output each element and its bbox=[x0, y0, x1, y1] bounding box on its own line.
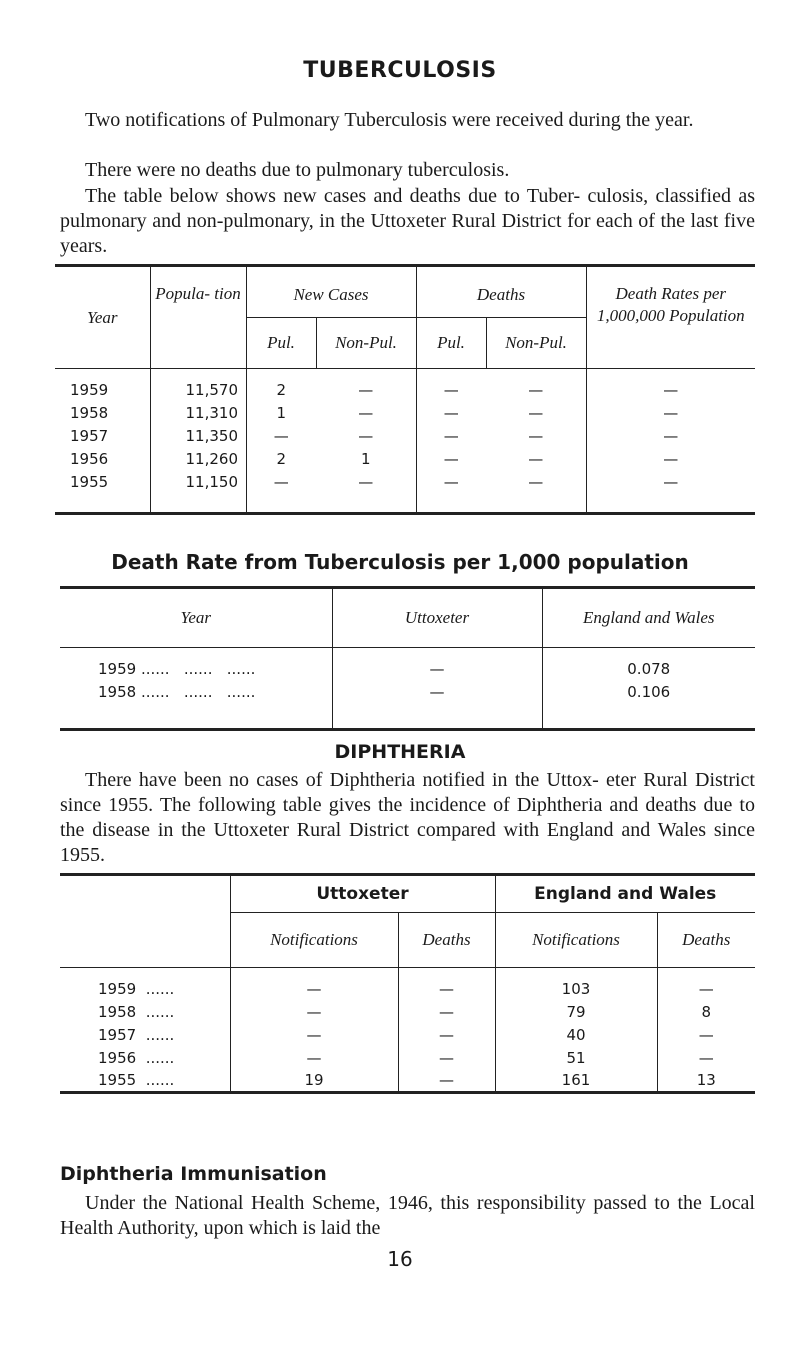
header-death-rates: Death Rates per 1,000,000 Population bbox=[596, 284, 745, 325]
deaths-nonpul-cell: — bbox=[486, 425, 586, 448]
deaths-nonpul-cell: — bbox=[486, 471, 586, 494]
table-row bbox=[55, 379, 755, 402]
header-deaths-pul: Pul. bbox=[416, 318, 486, 369]
table-row bbox=[60, 1047, 755, 1070]
dip-header-england-wales: England and Wales bbox=[495, 875, 755, 913]
year-cell: 1957 bbox=[55, 425, 150, 448]
ew-notifications-cell: 40 bbox=[495, 1024, 657, 1047]
ux-deaths-cell: — bbox=[398, 1070, 495, 1093]
paragraph-no-deaths: There were no deaths due to pulmonary tuberculosis. bbox=[85, 159, 510, 181]
death-rate-cell: — bbox=[663, 427, 679, 445]
new-nonpul-cell: — bbox=[316, 471, 416, 494]
uttoxeter-cell: — bbox=[332, 658, 542, 681]
ux-deaths-cell: — bbox=[398, 1047, 495, 1070]
new-pul-cell: — bbox=[273, 473, 289, 491]
year-cell: 1955 bbox=[55, 471, 150, 494]
dip-header-ew-deaths: Deaths bbox=[682, 930, 731, 949]
deaths-nonpul-cell: — bbox=[486, 402, 586, 425]
header-population: Popula- tion bbox=[150, 266, 246, 369]
population-cell: 11,570 bbox=[150, 379, 246, 402]
new-nonpul-cell: — bbox=[316, 402, 416, 425]
death-rate-cell: — bbox=[663, 450, 679, 468]
ux-deaths-cell: — bbox=[398, 978, 495, 1001]
ux-notifications-cell: — bbox=[230, 978, 398, 1001]
section-title-tuberculosis: TUBERCULOSIS bbox=[303, 58, 497, 83]
death-rate-cell: — bbox=[663, 381, 679, 399]
deaths-pul-cell: — bbox=[443, 450, 459, 468]
new-pul-cell: — bbox=[273, 427, 289, 445]
paragraph-table-intro: The table below shows new cases and deaths due to Tuber- culosis, classified as pulmonary and non-pulmonary, in the Uttoxeter Rural District for each of the last five years. bbox=[60, 185, 755, 257]
paragraph-notifications: Two notifications of Pulmonary Tuberculosis were received during the year. bbox=[85, 109, 694, 131]
header-new-cases: New Cases bbox=[246, 266, 416, 318]
ew-deaths-cell: 8 bbox=[701, 1003, 712, 1021]
table-row bbox=[60, 1070, 755, 1093]
header-new-pul: Pul. bbox=[246, 318, 316, 369]
section-title-diphtheria: DIPHTHERIA bbox=[334, 741, 466, 763]
table-row bbox=[55, 448, 755, 471]
ew-deaths-cell: 13 bbox=[657, 1070, 755, 1093]
new-nonpul-cell: — bbox=[316, 425, 416, 448]
year-cell: 1957 ...... bbox=[60, 1024, 230, 1047]
table-row bbox=[60, 658, 755, 681]
ew-deaths-cell: — bbox=[698, 1049, 714, 1067]
population-cell: 11,350 bbox=[150, 425, 246, 448]
paragraph-diphtheria: There have been no cases of Diphtheria notified in the Uttox- eter Rural District since 1955. The following table gives the incidence of Diphtheria and deaths due to the disease in the Uttoxeter Rural District compared with England and Wales since 1955. bbox=[60, 769, 755, 866]
population-cell: 11,260 bbox=[150, 448, 246, 471]
ux-deaths-cell: — bbox=[398, 1024, 495, 1047]
ux-notifications-cell: — bbox=[230, 1001, 398, 1024]
immunisation-title: Diphtheria Immunisation bbox=[60, 1163, 327, 1185]
header-new-nonpul: Non-Pul. bbox=[316, 318, 416, 369]
death-rate-title: Death Rate from Tuberculosis per 1,000 population bbox=[111, 550, 689, 574]
ew-deaths-cell: — bbox=[698, 1026, 714, 1044]
diphtheria-table bbox=[60, 873, 755, 1094]
year-cell: 1955 ...... bbox=[60, 1070, 230, 1093]
new-pul-cell: 1 bbox=[276, 404, 287, 422]
dip-header-ux-notifications: Notifications bbox=[230, 913, 398, 968]
ew-notifications-cell: 103 bbox=[495, 978, 657, 1001]
header-deaths-nonpul: Non-Pul. bbox=[486, 318, 586, 369]
year-cell: 1956 bbox=[55, 448, 150, 471]
ux-notifications-cell: — bbox=[230, 1024, 398, 1047]
deaths-pul-cell: — bbox=[443, 404, 459, 422]
table-row bbox=[55, 402, 755, 425]
dip-header-ew-notifications: Notifications bbox=[495, 913, 657, 968]
dr-header-uttoxeter: Uttoxeter bbox=[332, 588, 542, 648]
deaths-pul-cell: — bbox=[443, 473, 459, 491]
population-cell: 11,150 bbox=[150, 471, 246, 494]
deaths-pul-cell: — bbox=[443, 381, 459, 399]
new-nonpul-cell: 1 bbox=[316, 448, 416, 471]
year-cell: 1959 ...... ...... ...... bbox=[60, 658, 332, 681]
header-year: Year bbox=[55, 266, 150, 369]
header-deaths: Deaths bbox=[416, 266, 586, 318]
year-cell: 1956 ...... bbox=[60, 1047, 230, 1070]
new-pul-cell: 2 bbox=[276, 381, 287, 399]
year-cell: 1959 ...... bbox=[60, 978, 230, 1001]
year-cell: 1958 ...... ...... ...... bbox=[60, 681, 332, 704]
deaths-nonpul-cell: — bbox=[486, 448, 586, 471]
ew-notifications-cell: 161 bbox=[495, 1070, 657, 1093]
table-row bbox=[55, 471, 755, 494]
dr-header-year: Year bbox=[60, 588, 332, 648]
table-row bbox=[60, 681, 755, 704]
year-cell: 1958 bbox=[55, 402, 150, 425]
new-nonpul-cell: — bbox=[316, 379, 416, 402]
table-row bbox=[60, 978, 755, 1001]
england-wales-cell: 0.078 bbox=[627, 660, 671, 678]
ew-notifications-cell: 79 bbox=[495, 1001, 657, 1024]
table-row bbox=[60, 1024, 755, 1047]
dr-header-england-wales: England and Wales bbox=[582, 608, 715, 627]
dip-header-ux-deaths: Deaths bbox=[398, 913, 495, 968]
death-rate-cell: — bbox=[663, 473, 679, 491]
paragraph-immunisation: Under the National Health Scheme, 1946, this responsibility passed to the Local Health Authority, upon which is laid the bbox=[60, 1192, 755, 1239]
tb-cases-table bbox=[55, 264, 755, 515]
population-cell: 11,310 bbox=[150, 402, 246, 425]
uttoxeter-cell: — bbox=[332, 681, 542, 704]
deaths-nonpul-cell: — bbox=[486, 379, 586, 402]
table-row bbox=[60, 1001, 755, 1024]
page-number: 16 bbox=[387, 1247, 413, 1271]
deaths-pul-cell: — bbox=[443, 427, 459, 445]
death-rate-table bbox=[60, 586, 755, 731]
ux-notifications-cell: — bbox=[230, 1047, 398, 1070]
ux-deaths-cell: — bbox=[398, 1001, 495, 1024]
death-rate-cell: — bbox=[663, 404, 679, 422]
ew-notifications-cell: 51 bbox=[495, 1047, 657, 1070]
year-cell: 1959 bbox=[55, 379, 150, 402]
dip-header-uttoxeter: Uttoxeter bbox=[230, 875, 495, 913]
ew-deaths-cell: — bbox=[698, 980, 714, 998]
england-wales-cell: 0.106 bbox=[627, 683, 671, 701]
new-pul-cell: 2 bbox=[276, 450, 287, 468]
ux-notifications-cell: 19 bbox=[230, 1070, 398, 1093]
year-cell: 1958 ...... bbox=[60, 1001, 230, 1024]
table-row bbox=[55, 425, 755, 448]
